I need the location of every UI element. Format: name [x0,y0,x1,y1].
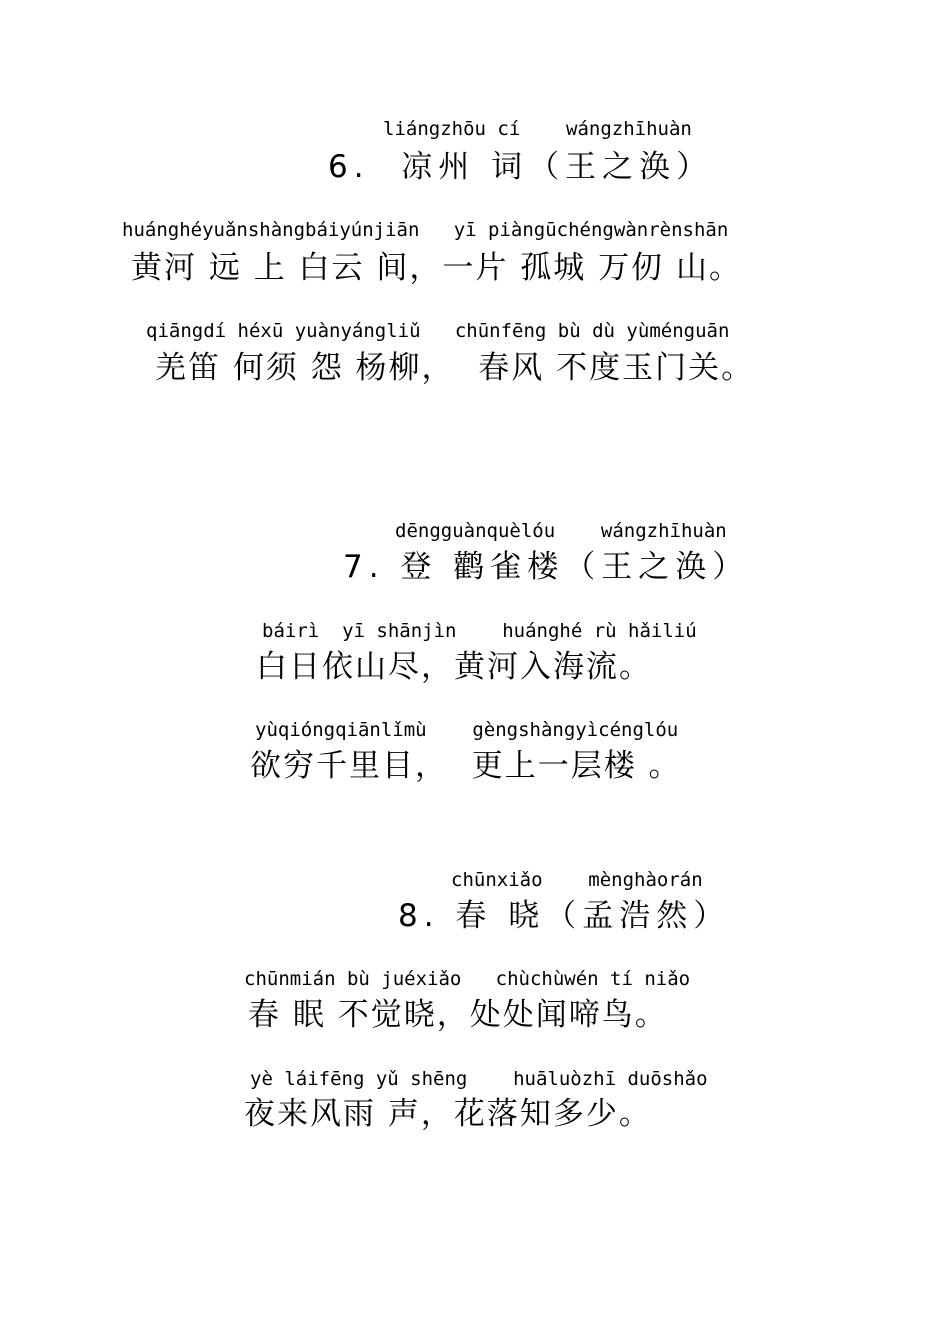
line-pinyin: yè láifēng yǔ shēng huāluòzhī duōshǎo [250,1068,708,1090]
poem-line: 黄河 远 上 白云 间，一片 孤城 万仞 山。 [131,250,742,286]
poem-line: 欲穷千里目， 更上一层楼 。 [250,748,682,784]
poem-title-pinyin: chūnxiǎo mènghàorán [451,869,703,891]
poem-line: 夜来风雨 声，花落知多少。 [244,1096,652,1132]
poem-title: 8. 春 晓（孟浩然） [398,898,731,934]
poem-title: 6. 凉州 词（王之涣） [328,149,714,185]
poem-line: 春 眠 不觉晓，处处闻啼鸟。 [248,997,668,1033]
line-pinyin: qiāngdí héxū yuànyángliǔ chūnfēng bù dù yùménguān [146,320,730,342]
poem-title: 7. 登 鹳雀楼（王之涣） [343,549,750,585]
line-pinyin: chūnmián bù juéxiǎo chùchùwén tí niǎo [244,968,691,990]
poem-line: 羌笛 何须 怨 杨柳， 春风 不度玉门关。 [155,350,755,386]
line-pinyin: báirì yī shānjìn huánghé rù hǎiliú [262,620,697,642]
line-pinyin: yùqióngqiānlǐmù gèngshàngyìcénglóu [255,719,679,741]
poem-title-pinyin: dēngguànquèlóu wángzhīhuàn [395,520,727,542]
poem-line: 白日依山尽，黄河入海流。 [256,649,652,685]
poem-title-pinyin: liángzhōu cí wángzhīhuàn [383,118,692,140]
line-pinyin: huánghéyuǎnshàngbáiyúnjiān yī piàngūchéngwànrènshān [122,219,729,241]
